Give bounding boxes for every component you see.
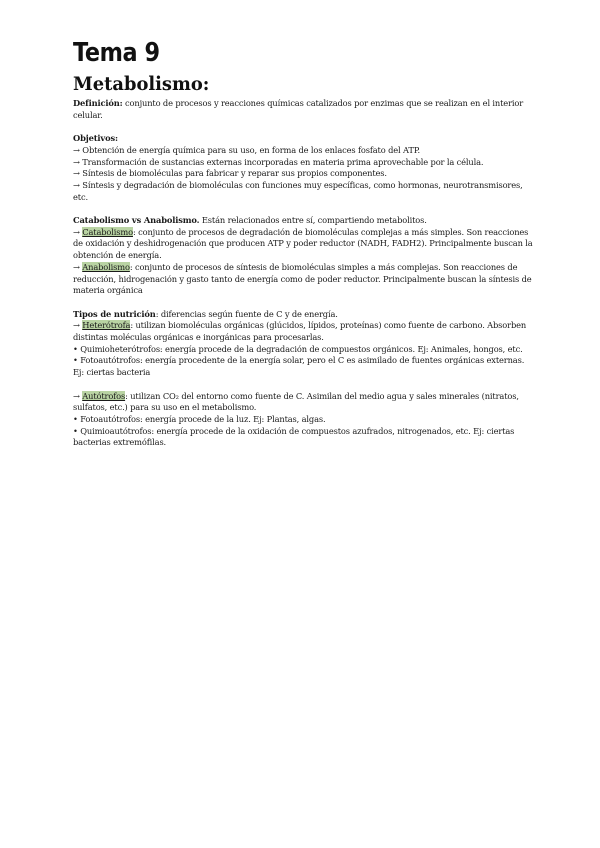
catabolism-paragraph [73,227,533,262]
heterotroph-text: : utilizan biomoléculas orgánicas (glúcidos, lípidos, proteínas) como fuente de carbono. Absorben distintas moléculas orgánicas e inorgánicas para procesarlas. [73,320,527,343]
objective-item: → Obtención de energía química para su uso, en forma de los enlaces fosfato del ATP. [73,144,420,155]
definition-label: Definición: [73,98,123,108]
page-title: Tema 9 [73,38,160,68]
anabolism-term: Anabolismo [82,261,130,272]
arrow: → [73,261,83,272]
catabolism-term: Catabolismo [82,226,133,237]
heterotroph-item: • Fotoautótrofos: energía procedente de la energía solar, pero el C es asimilado de fuentes orgánicas externas. Ej: ciertas bacteria [73,355,525,378]
anabolism-paragraph [73,262,533,297]
objectives-label [73,133,533,145]
section-heading: Metabolismo: [73,73,210,95]
objective-item: → Transformación de sustancias externas incorporadas en materia prima aprovechable por la célula. [73,156,484,167]
nutrition-label: Tipos de nutrición [73,308,156,319]
heterotroph-term: Heterótrofa [82,320,131,331]
autotroph-item: • Fotoautótrofos: energía procede de la luz. Ej: Plantas, algas. [73,413,326,424]
autotroph-term: Autótrofos [82,390,126,401]
heterotroph-item: • Quimioheterótrofos: energía procede de la degradación de compuestos orgánicos. Ej: Animales, hongos, etc. [73,343,523,354]
objective-item: → Síntesis y degradación de biomoléculas con funciones muy específicas, como hormonas, neurotransmisores, etc. [73,179,523,202]
objective-item: → Síntesis de biomoléculas para fabricar y reparar sus propios componentes. [73,168,387,179]
catabolism-text: : conjunto de procesos de degradación de biomoléculas complejas a más simples. Son reacciones de oxidación y deshidrogenación que producen ATP y poder reductor (NADH, FADH2). Principalmente buscan la obtención de energía. [73,226,533,261]
autotroph-text: : utilizan CO₂ del entorno como fuente de C. Asimilan del medio agua y sales minerales (nitratos, sulfatos, etc.) para su uso en el metabolismo. [73,390,519,413]
definition-paragraph [73,98,533,121]
definition-text: conjunto de procesos y reacciones químicas catalizados por enzimas que se realizan en el interior celular. [73,98,524,120]
nutrition-intro [73,309,533,321]
arrow: → [73,390,83,401]
document-content [73,38,533,449]
objectives-label-text: Objetivos: [73,133,118,144]
nutrition-intro-text: : diferencias según fuente de C y de energía. [155,308,338,319]
autotroph-paragraph [73,391,533,414]
heterotroph-paragraph [73,320,533,343]
catabolism-intro [73,215,533,227]
arrow: → [73,320,83,331]
catabolism-label: Catabolismo vs Anabolismo. [73,215,200,225]
anabolism-text: : conjunto de procesos de síntesis de biomoléculas simples a más complejas. Son reacciones de reducción, hidrogenación y gasto tanto de energía como de poder reductor. Principalmente buscan la síntesis de materia orgánica [73,261,532,296]
arrow: → [73,226,83,237]
autotroph-item: • Quimioautótrofos: energía procede de la oxidación de compuestos azufrados, nitrogenados, etc. Ej: ciertas bacterias extremófilas. [73,425,515,448]
catabolism-intro-text: Están relacionados entre sí, compartiendo metabolitos. [199,215,427,225]
